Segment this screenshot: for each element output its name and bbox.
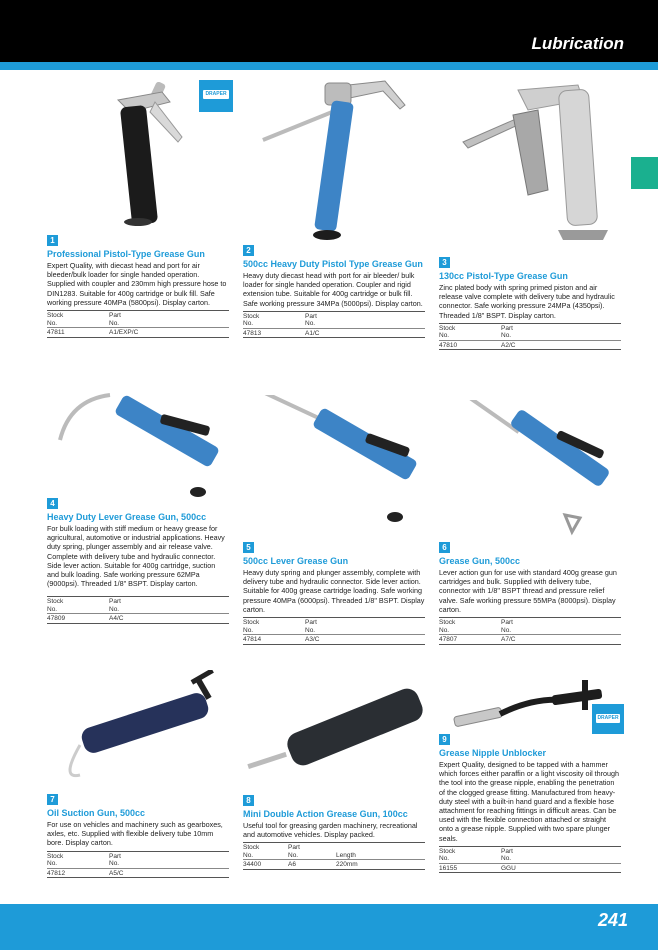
product-description: Heavy duty diecast head with port for air bleeder/ bulk loader for single handed operation. Coupler and rigid extension tube. Suitable for 400g cartridge or bulk fill. Safe working pressure 34MPa (5000psi). Display carton. [243,271,423,308]
stock-number: 47807 [439,635,501,645]
no-header: No. [47,319,58,327]
part-number: GGU [501,863,621,873]
stock-number: 47809 [47,614,109,624]
section-tab [631,157,658,189]
part-header: Part [288,843,336,852]
part-header: Part [501,618,621,627]
stock-number: 47810 [439,340,501,350]
product-image-7 [60,670,225,780]
product-title: Mini Double Action Grease Gun, 100cc [243,809,408,819]
spec-table [47,851,229,879]
product-title: Heavy Duty Lever Grease Gun, 500cc [47,512,207,522]
stock-header: Stock [47,851,109,860]
stock-number: 47813 [243,328,305,338]
part-header: Part [305,618,425,627]
product-number: 9 [439,734,450,745]
product-image-2 [255,75,415,245]
spec-table [243,842,425,870]
product-number: 5 [243,542,254,553]
stock-header: Stock [243,618,305,627]
stock-number: 34400 [243,860,288,870]
draper-logo-text-9: DRAPER [597,715,619,721]
no-header: No. [109,860,120,868]
stock-header: Stock [439,846,501,855]
product-title: Oil Suction Gun, 500cc [47,808,146,818]
product-image-8 [245,670,425,780]
product-image-1 [100,82,190,232]
no-header: No. [243,626,254,634]
product-7 [47,789,229,878]
no-header: No. [439,855,450,863]
no-header: No. [47,860,58,868]
product-5 [243,537,425,645]
stock-header: Stock [439,618,501,627]
part-header: Part [109,851,229,860]
spec-table [439,617,621,645]
product-image-4 [50,380,220,500]
part-header: Part [109,311,229,320]
no-header: No. [243,851,254,859]
no-header: No. [305,320,316,328]
spec-table [47,596,229,624]
part-number: A7/C [501,635,621,645]
part-header: Part [501,846,621,855]
part-number: A2/C [501,340,621,350]
product-number: 3 [439,257,450,268]
product-3 [439,252,621,350]
product-description: Expert Quality, with diecast head and port for air bleeder/bulk loader for single handed operation. Supplied with coupler and 230mm high pressure hose to DIN1283. Suitable for 400g cartridge or bulk fill. Safe working pressure 40MPa (5800psi). Display carton. [47,261,227,307]
stock-header: Stock [243,843,288,852]
product-title: Grease Nipple Unblocker [439,748,547,758]
length-header: Length [336,851,356,859]
no-header: No. [305,626,316,634]
product-title: Professional Pistol-Type Grease Gun [47,249,205,259]
product-6 [439,537,621,645]
product-9 [439,729,621,873]
section-title: Lubrication [531,34,624,53]
stock-number: 16155 [439,863,501,873]
product-description: Useful tool for greasing garden machinery, recreational and automotive vehicles. Display packed. [243,821,418,840]
product-title: 130cc Pistol-Type Grease Gun [439,271,568,281]
no-header: No. [501,626,512,634]
stock-header: Stock [47,311,109,320]
product-number: 7 [47,794,58,805]
product-image-3 [458,70,618,250]
stock-number: 47811 [47,328,109,338]
stock-header: Stock [439,323,501,332]
spec-table [243,617,425,645]
draper-logo-1 [199,80,233,112]
product-4 [47,493,229,624]
product-image-5 [255,395,425,525]
footer-bar [0,904,658,950]
part-number: A6 [288,860,336,870]
product-title: 500cc Heavy Duty Pistol Type Grease Gun [243,259,423,269]
product-image-6 [450,400,620,540]
part-number: A1/C [305,328,425,338]
product-description: Zinc plated body with spring primed piston and air release valve complete with delivery tube and hydraulic connector. Safe working pressure 24MPa (4350psi). Threaded 1/8" BSPT. Display carton. [439,283,615,320]
draper-logo-text-1: DRAPER [203,90,229,99]
product-title: 500cc Lever Grease Gun [243,556,349,566]
product-1 [47,230,229,338]
no-header: No. [501,332,512,340]
spec-table [243,311,425,339]
no-header: No. [439,626,450,634]
product-description: Expert Quality, designed to be tapped with a hammer which forces either paraffin or a light viscosity oil through the tool into the grease nipple, enabling the penetration of the clogged grease fitting. Manufactured from heavy-duty steel with a built-in hand guard and a flexible hose attachment for reaching fittings in difficult areas. Can be used with the flexible connection attached or straight onto a grease nipple. Supplied with two spare plunger seals. [439,760,620,843]
stock-number: 47814 [243,635,305,645]
product-2 [243,240,425,338]
product-title: Grease Gun, 500cc [439,556,521,566]
product-number: 2 [243,245,254,256]
no-header: No. [501,855,512,863]
spec-table [47,310,229,338]
no-header: No. [47,605,58,613]
part-header: Part [501,323,621,332]
product-description: For bulk loading with stiff medium or heavy grease for agricultural, automotive or industrial applications. Heavy duty spring, plunger assembly and air release valve. Complete with delivery tube and hydraulic connector. Side lever action. Suitable for 400g cartridge, suction and bulk loading. Safe working pressure 62MPa (9000psi). Threaded 1/8" BSPT. Display carton. [47,524,225,589]
spec-table [439,846,621,874]
product-8 [243,790,425,870]
no-header: No. [288,851,299,859]
no-header: No. [109,319,120,327]
part-number: A5/C [109,868,229,878]
part-number: A1/EXP/C [109,328,229,338]
stock-number: 47812 [47,868,109,878]
header-stripe [0,62,658,70]
no-header: No. [439,332,450,340]
stock-header: Stock [243,311,305,320]
part-header: Part [305,311,425,320]
no-header: No. [243,320,254,328]
spec-table [439,323,621,351]
product-number: 1 [47,235,58,246]
product-description: Lever action gun for use with standard 400g grease gun cartridges and bulk. Supplied with delivery tube, connector with 1/8" BSPT thread and pressure relief valve. Safe working pressure 55MPa (8000psi). Display carton. [439,568,617,614]
product-number: 8 [243,795,254,806]
part-header: Part [109,597,229,606]
page-number: 241 [597,910,628,930]
part-number: A3/C [305,635,425,645]
product-number: 6 [439,542,450,553]
product-number: 4 [47,498,58,509]
no-header: No. [109,605,120,613]
part-number: A4/C [109,614,229,624]
product-description: For use on vehicles and machinery such as gearboxes, axles, etc. Supplied with flexible delivery tube 10mm bore. Display carton. [47,820,223,848]
stock-header: Stock [47,597,109,606]
product-description: Heavy duty spring and plunger assembly, complete with delivery tube and hydraulic connector. Side lever action. Suitable for 400g grease cartridge loading. Safe working pressure 40MPa (6000psi). Threaded 1/8" BSPT. Display carton. [243,568,425,614]
length-value: 220mm [336,860,425,870]
